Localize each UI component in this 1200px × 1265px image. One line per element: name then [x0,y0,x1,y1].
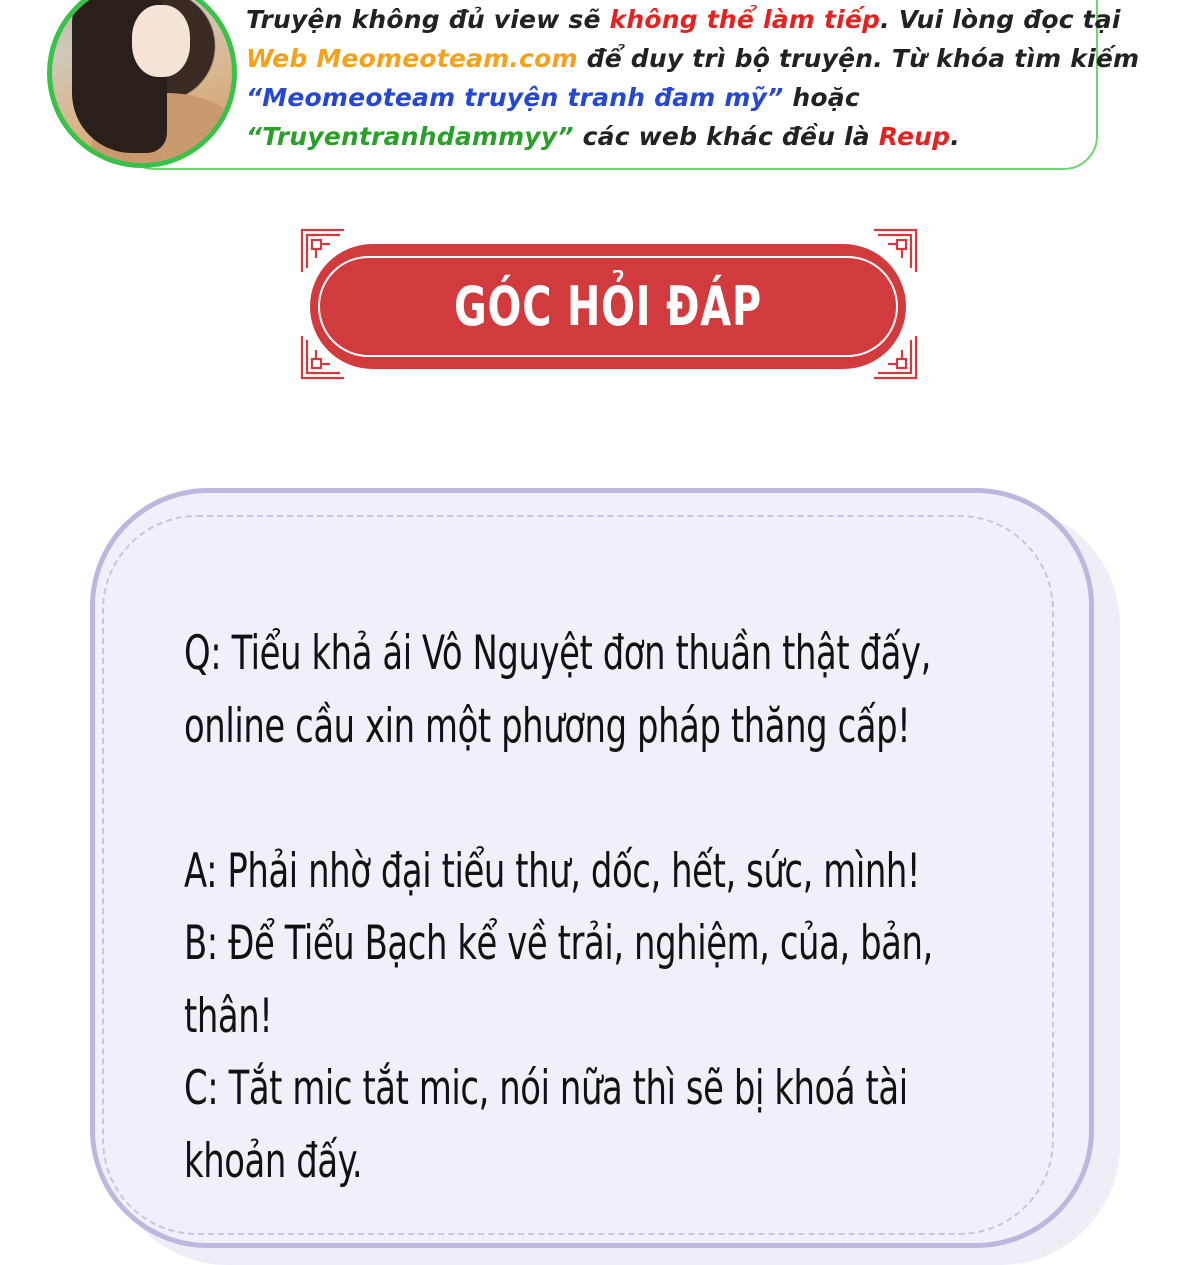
search-keyword-2: “Truyentranhdammyy” [246,122,574,151]
question-line: online cầu xin một phương pháp thăng cấp! [184,698,911,754]
section-title: GÓC HỎI ĐÁP [454,275,762,338]
answer-a: A: Phải nhờ đại tiểu thư, dốc, hết, sức, mình! [184,843,921,899]
question-line: Q: Tiểu khả ái Vô Nguyệt đơn thuần thật đấy, [184,626,931,681]
notice-line-1: Truyện không đủ view sẽ không thể làm tiếp. Vui lòng đọc tại [246,5,1121,34]
notice-line-2: Web Meomeoteam.com để duy trì bộ truyện. Từ khóa tìm kiếm [246,44,1140,73]
search-keyword-1: “Meomeoteam truyện tranh đam mỹ” [246,83,784,112]
notice-text [246,0,1140,156]
answer-c-cont: khoản đấy. [184,1133,363,1189]
title-pill [310,244,906,369]
answer-c: C: Tắt mic tắt mic, nói nữa thì sẽ bị khoá tài [184,1061,908,1116]
answer-b: B: Để Tiểu Bạch kể về trải, nghiệm, của, bản, [184,916,933,971]
notice-line-3: “Meomeoteam truyện tranh đam mỹ” hoặc [246,83,860,112]
notice-line-4: “Truyentranhdammyy” các web khác đều là Reup. [246,122,960,151]
avatar [47,0,237,168]
qa-content [184,618,1044,1198]
website-link[interactable]: Web Meomeoteam.com [246,44,578,73]
section-header [300,228,918,380]
answer-b-cont: thân! [184,988,273,1044]
